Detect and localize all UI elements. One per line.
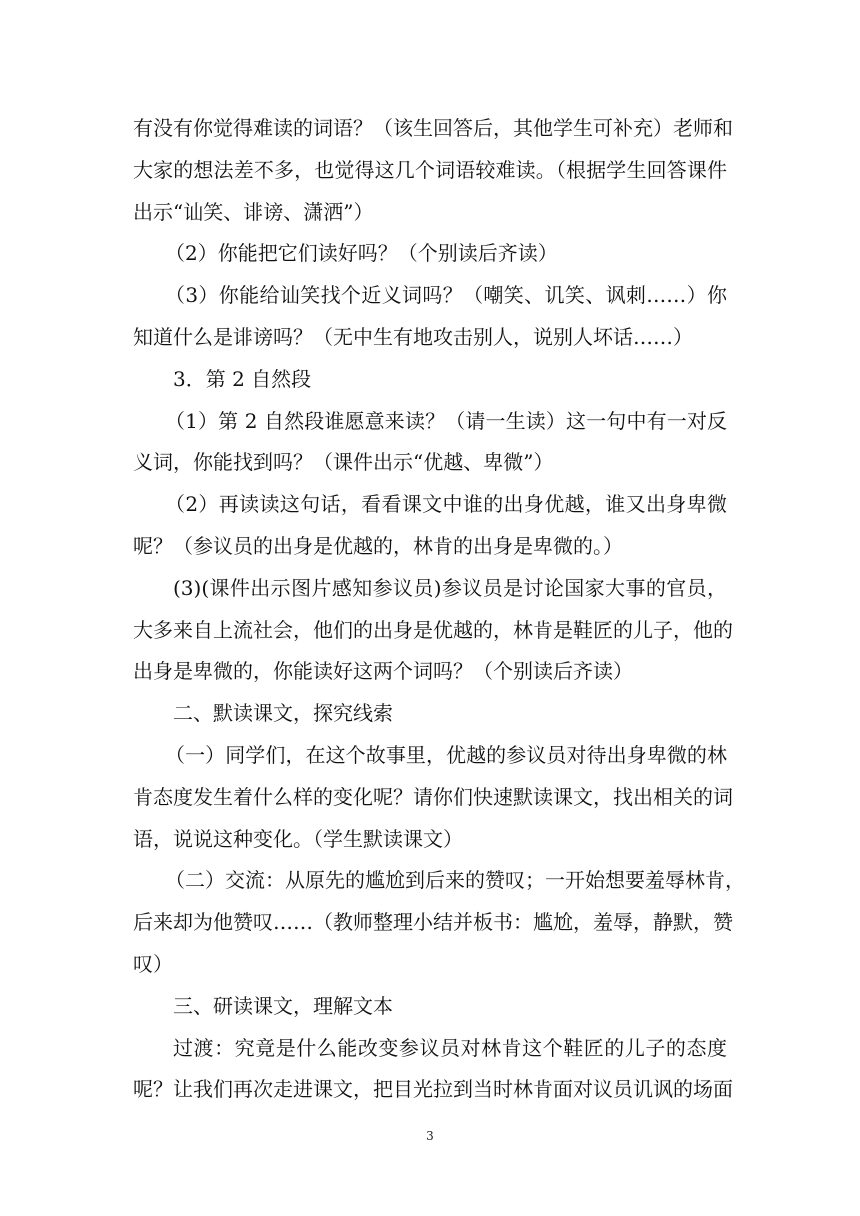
paragraph: [133, 401, 727, 485]
text-line: 3．第 2 自然段: [173, 366, 312, 391]
text-line: 出身是卑微的，你能读好这两个词吗？（个别读后齐读）: [133, 659, 633, 684]
text-line: （2）你能把它们读好吗？（个别读后齐读）: [165, 241, 558, 266]
paragraph: [133, 484, 727, 568]
page-number: 3: [426, 1129, 434, 1143]
paragraph: [133, 359, 727, 401]
document-body: [133, 108, 745, 1111]
text-line: 大家的想法差不多，也觉得这几个词语较难读。（根据学生回答课件: [133, 157, 727, 182]
text-line: (3)(课件出示图片感知参议员)参议员是讨论国家大事的官员，: [173, 575, 727, 600]
text-line: 呢？（参议员的出身是优越的，林肯的出身是卑微的。）: [133, 533, 623, 558]
paragraph: [133, 275, 727, 359]
text-line: （二）交流：从原先的尴尬到后来的赞叹；一开始想要羞辱林肯，: [165, 868, 745, 893]
text-line: 后来却为他赞叹……（教师整理小结并板书：尴尬，羞辱，静默，赞: [133, 910, 733, 935]
text-line: 有没有你觉得难读的词语？（该生回答后，其他学生可补充）老师和: [133, 116, 733, 140]
text-line: 三、研读课文，理解文本: [173, 993, 393, 1018]
paragraph: [133, 233, 727, 275]
text-line: 二、默读课文，探究线索: [173, 701, 393, 726]
paragraph: [133, 693, 727, 735]
text-line: 出示“讪笑、诽谤、潇洒”）: [133, 199, 374, 224]
text-line: 语，说说这种变化。（学生默读课文）: [133, 826, 463, 851]
text-line: （1）第 2 自然段谁愿意来读？（请一生读）这一句中有一对反: [165, 408, 727, 433]
paragraph: [133, 568, 733, 693]
text-line: 大多来自上流社会，他们的出身是优越的，林肯是鞋匠的儿子，他的: [133, 617, 733, 642]
text-line: （2）再读读这句话，看看课文中谁的出身优越，谁又出身卑微: [165, 492, 727, 517]
paragraph: [133, 1028, 733, 1112]
text-line: （一）同学们，在这个故事里，优越的参议员对待出身卑微的林: [165, 742, 727, 767]
text-line: 知道什么是诽谤吗？（无中生有地攻击别人，说别人坏话……）: [133, 324, 693, 349]
text-line: （3）你能给讪笑找个近义词吗？（嘲笑、讥笑、讽刺……）你: [165, 283, 727, 308]
text-line: 呢？让我们再次走进课文，把目光拉到当时林肯面对议员讥讽的场面: [133, 1077, 733, 1102]
paragraph: [133, 986, 727, 1028]
text-line: 义词，你能找到吗？（课件出示“优越、卑微”）: [133, 450, 554, 475]
text-line: 过渡：究竟是什么能改变参议员对林肯这个鞋匠的儿子的态度: [173, 1035, 727, 1060]
paragraph: [133, 108, 733, 233]
text-line: 肯态度发生着什么样的变化呢？请你们快速默读课文，找出相关的词: [133, 784, 733, 809]
paragraph: [133, 735, 733, 860]
text-line: 叹）: [133, 951, 173, 976]
paragraph: [133, 860, 745, 985]
